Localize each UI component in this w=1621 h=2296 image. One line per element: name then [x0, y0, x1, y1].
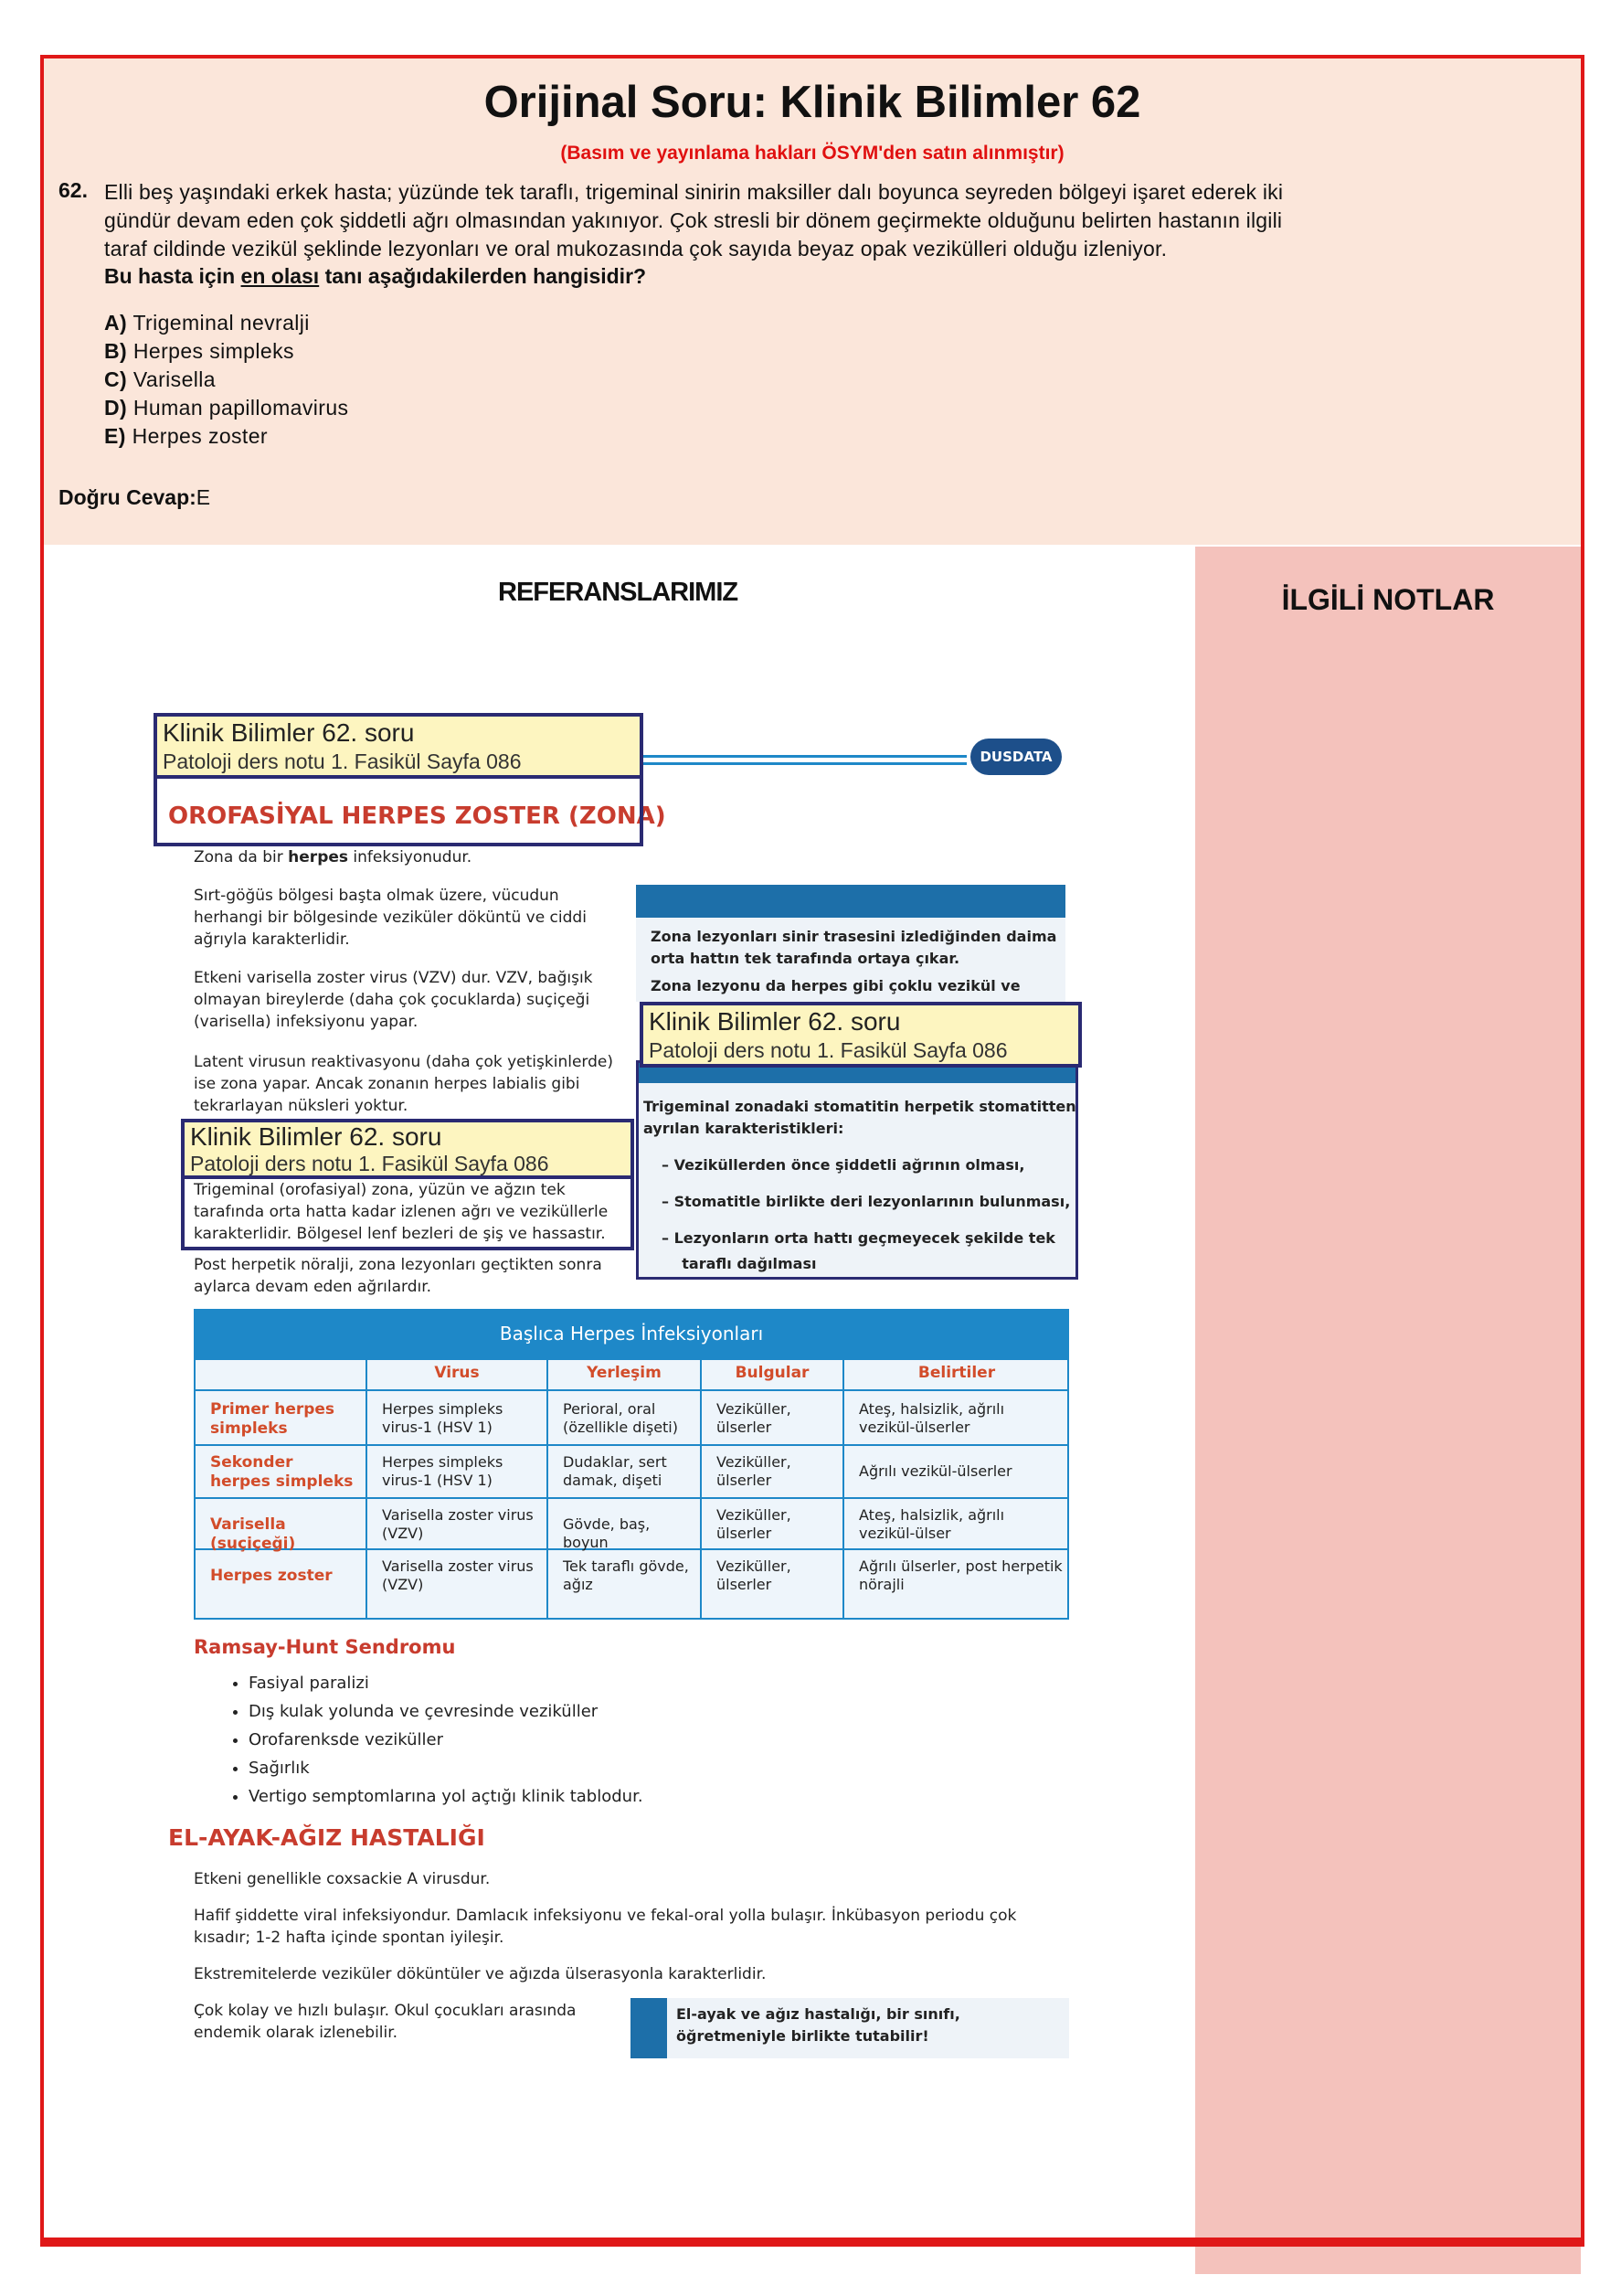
- ramsay-hunt-list: [225, 1669, 643, 1811]
- option-a: A) Trigeminal nevralji: [104, 311, 310, 335]
- answer-options: [104, 309, 348, 451]
- doc-paragraph: Latent virusun reaktivasyonu (daha çok yetişkinlerde) ise zona yapar. Ancak zonanın herpes labialis gibi tekrarlayan nüksleri yoktur.: [194, 1053, 613, 1115]
- notes-panel: [1195, 547, 1581, 2274]
- table-cell: Dudaklar, sert damak, dişeti: [563, 1453, 667, 1489]
- callout-title: Klinik Bilimler 62. soru: [163, 718, 415, 747]
- info-text: Trigeminal zonadaki stomatitin herpetik stomatitten: [643, 1098, 1076, 1115]
- doc-heading: OROFASİYAL HERPES ZOSTER (ZONA): [168, 803, 666, 830]
- table-cell: Perioral, oral (özellikle dişeti): [563, 1400, 678, 1436]
- reference-callout: [154, 713, 643, 779]
- copyright-note: (Basım ve yayınlama hakları ÖSYM'den satın alınmıştır): [560, 143, 1065, 164]
- reference-callout: [181, 1119, 634, 1179]
- prompt-text: Bu hasta için: [104, 264, 241, 288]
- table-rule: [546, 1358, 548, 1620]
- info-box-header: [636, 885, 1065, 918]
- callout-outline: [154, 777, 643, 846]
- callout-title: Klinik Bilimler 62. soru: [649, 1007, 901, 1036]
- logo: DUSDATA: [970, 739, 1062, 775]
- correct-answer: Doğru Cevap:E: [58, 485, 211, 509]
- row-label: Herpes zoster: [210, 1567, 333, 1585]
- column-header: Bulgular: [735, 1364, 810, 1382]
- table-rule: [194, 1497, 1069, 1499]
- prompt-emphasis: en olası: [240, 264, 320, 288]
- doc-paragraph: Etkeni varisella zoster virus (VZV) dur. VZV, bağışık olmayan bireylerde (daha çok çocuklarda) suçiçeği (varisella) infeksiyonu yapar.: [194, 969, 593, 1031]
- info-bullet: – Veziküllerden önce şiddetli ağrının olması,: [662, 1156, 1025, 1174]
- reference-callout: [640, 1002, 1082, 1068]
- question-text: [104, 178, 1530, 263]
- table-cell: Herpes simpleks virus-1 (HSV 1): [382, 1453, 503, 1489]
- info-bullet: – Stomatitle birlikte deri lezyonlarının bulunması,: [662, 1193, 1071, 1210]
- callout-source: Patoloji ders notu 1. Fasikül Sayfa 086: [163, 749, 522, 773]
- eaa-heading: EL-AYAK-AĞIZ HASTALIĞI: [168, 1824, 485, 1851]
- info-bullet: – Lezyonların orta hattı geçmeyecek şekilde tek: [662, 1229, 1055, 1247]
- table-cell: Gövde, baş, boyun: [563, 1515, 651, 1551]
- list-item: • Orofarenksde veziküller: [249, 1726, 643, 1754]
- question-panel: [44, 58, 1581, 545]
- callout-outline: [181, 1177, 634, 1250]
- table-rule: [194, 1389, 1069, 1391]
- table-cell: Ağrılı ülserler, post herpetik nörajli: [859, 1557, 1063, 1593]
- table-title: Başlıca Herpes İnfeksiyonları: [194, 1309, 1069, 1358]
- callout-source: Patoloji ders notu 1. Fasikül Sayfa 086: [190, 1152, 549, 1175]
- header-rule: [640, 762, 967, 765]
- question-line: gündür devam eden çok şiddetli ağrı olmasından yakınıyor. Çok stresli bir dönem geçirmekte olduğunu belirten hastanın ilgili: [104, 208, 1283, 232]
- question-number: 62.: [58, 178, 88, 202]
- info-text: Zona lezyonu da herpes gibi çoklu vezikül ve: [651, 977, 1021, 994]
- table-cell: Veziküller, ülserler: [716, 1557, 791, 1593]
- doc-paragraph: Hafif şiddette viral infeksiyondur. Damlacık infeksiyonu ve fekal-oral yolla bulaşır. İnkübasyon periodu çok kısadır; 1-2 hafta içinde spontan iyileşir.: [194, 1907, 1017, 1947]
- row-label: Sekonder herpes simpleks: [210, 1453, 354, 1491]
- info-text: orta hattın tek tarafında ortaya çıkar.: [651, 950, 960, 967]
- table-cell: Ağrılı vezikül-ülserler: [859, 1462, 1012, 1480]
- list-item: • Dış kulak yolunda ve çevresinde veziküller: [249, 1697, 643, 1726]
- callout-source: Patoloji ders notu 1. Fasikül Sayfa 086: [649, 1038, 1008, 1062]
- references-title: REFERANSLARIMIZ: [498, 578, 738, 607]
- table-cell: Varisella zoster virus (VZV): [382, 1557, 534, 1593]
- row-label: Varisella (suçiçeği): [210, 1515, 296, 1553]
- info-bullet: taraflı dağılması: [662, 1255, 817, 1272]
- table-cell: Varisella zoster virus (VZV): [382, 1506, 534, 1542]
- question-line: taraf cildinde vezikül şeklinde lezyonları ve oral mukozasında çok sayıda beyaz opak vezikülleri olduğu izleniyor.: [104, 237, 1168, 260]
- list-item: • Vertigo semptomlarına yol açtığı klinik tablodur.: [249, 1782, 643, 1811]
- callout-title: Klinik Bilimler 62. soru: [190, 1122, 442, 1151]
- list-item: • Fasiyal paralizi: [249, 1669, 643, 1697]
- info-box-icon: [630, 1998, 667, 2058]
- option-c: C) Varisella: [104, 367, 216, 391]
- doc-paragraph: Etkeni genellikle coxsackie A virusdur.: [194, 1870, 491, 1888]
- table-cell: Ateş, halsizlik, ağrılı vezikül-ülserler: [859, 1400, 1005, 1436]
- doc-paragraph: Ekstremitelerde veziküler döküntüler ve ağızda ülserasyonla karakterlidir.: [194, 1965, 767, 1983]
- doc-paragraph: Zona da bir herpes infeksiyonudur.: [194, 848, 472, 866]
- info-text: El-ayak ve ağız hastalığı, bir sınıfı, öğretmeniyle birlikte tutabilir!: [676, 2005, 960, 2045]
- info-text: Zona lezyonları sinir trasesini izlediğinden daima: [651, 928, 1057, 945]
- question-line: Elli beş yaşındaki erkek hasta; yüzünde tek taraflı, trigeminal sinirin maksiller dalı boyunca seyreden bölgeyi işaret ederek iki: [104, 180, 1284, 204]
- doc-paragraph: Sırt-göğüs bölgesi başta olmak üzere, vücudun herhangi bir bölgesinde veziküler döküntü ve ciddi ağrıyla karakterlidir.: [194, 887, 587, 949]
- row-label: Primer herpes simpleks: [210, 1400, 335, 1438]
- option-e: E) Herpes zoster: [104, 424, 268, 448]
- table-rule: [366, 1358, 367, 1620]
- column-header: Belirtiler: [917, 1364, 996, 1382]
- table-rule: [700, 1358, 702, 1620]
- info-text: ayrılan karakteristikleri:: [643, 1120, 844, 1137]
- notes-title: İLGİLİ NOTLAR: [1281, 583, 1495, 616]
- table-cell: Tek taraflı gövde, ağız: [563, 1557, 689, 1593]
- question-prompt: [104, 264, 646, 289]
- prompt-text: tanı aşağıdakilerden hangisidir?: [319, 264, 647, 288]
- option-d: D) Human papillomavirus: [104, 396, 349, 420]
- ramsay-hunt-heading: Ramsay-Hunt Sendromu: [194, 1636, 456, 1658]
- table-cell: Veziküller, ülserler: [716, 1506, 791, 1542]
- list-item: • Sağırlık: [249, 1754, 643, 1782]
- table-cell: Veziküller, ülserler: [716, 1453, 791, 1489]
- table-cell: Veziküller, ülserler: [716, 1400, 791, 1436]
- table-cell: Herpes simpleks virus-1 (HSV 1): [382, 1400, 503, 1436]
- bottom-rule: [40, 2238, 1584, 2247]
- column-header: Virus: [434, 1364, 480, 1382]
- table-cell: Ateş, halsizlik, ağrılı vezikül-ülser: [859, 1506, 1005, 1542]
- page-title: Orijinal Soru: Klinik Bilimler 62: [483, 78, 1141, 127]
- doc-paragraph: Trigeminal (orofasiyal) zona, yüzün ve ağzın tek tarafında orta hatta kadar izlenen ağrı ve veziküllerle karakterlidir. Bölgesel lenf bezleri de şiş ve hassastır.: [194, 1181, 609, 1243]
- header-rule: [640, 755, 967, 758]
- column-header: Yerleşim: [587, 1364, 662, 1382]
- doc-paragraph: Çok kolay ve hızlı bulaşır. Okul çocukları arasında endemik olarak izlenebilir.: [194, 2002, 577, 2042]
- table-rule: [842, 1358, 844, 1620]
- option-b: B) Herpes simpleks: [104, 339, 294, 363]
- doc-paragraph: Post herpetik nöralji, zona lezyonları geçtikten sonra aylarca devam eden ağrılardır.: [194, 1256, 602, 1296]
- table-rule: [194, 1444, 1069, 1446]
